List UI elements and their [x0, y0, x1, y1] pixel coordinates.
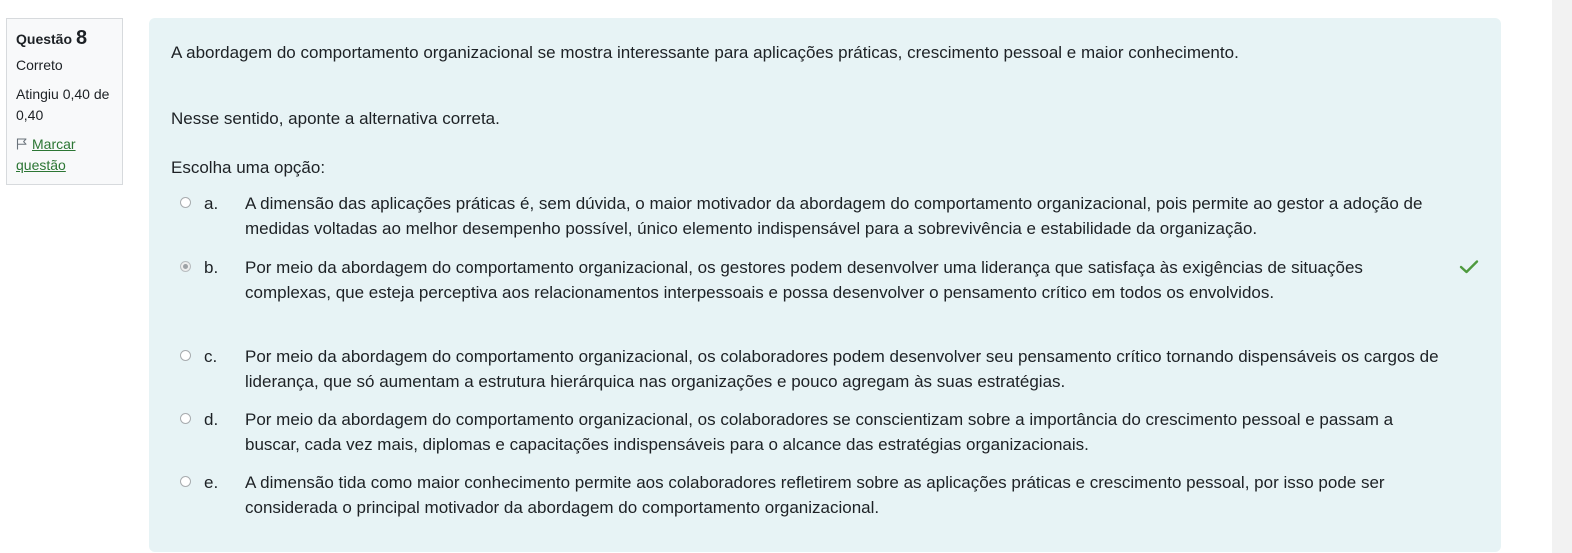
option-text: A dimensão tida como maior conhecimento permite aos colaboradores refletirem sobre as aplicações práticas e crescimento pessoal, por isso pode ser considerada o principal motivador da abordagem do comportamento organizacional.: [245, 473, 1385, 517]
page-scrollbar[interactable]: [1552, 0, 1572, 553]
option-letter: b.: [204, 258, 219, 277]
answer-option-a[interactable]: [180, 191, 1450, 241]
option-letter: a.: [204, 194, 219, 213]
answer-option-d[interactable]: [180, 407, 1450, 457]
option-letter: c.: [204, 347, 218, 366]
option-text: Por meio da abordagem do comportamento organizacional, os colaboradores se conscientizam sobre a importância do crescimento pessoal e passam a buscar, cada vez mais, diplomas e capacitações indispensáveis para o alcance das estratégias organizacionais.: [245, 410, 1394, 454]
option-letter: e.: [204, 473, 219, 492]
question-info-panel: [6, 18, 123, 185]
answer-option-c[interactable]: [180, 344, 1450, 394]
option-text: Por meio da abordagem do comportamento organizacional, os gestores podem desenvolver uma liderança que satisfaça às exigências de situações complexas, que esteja perceptiva aos relacionamentos interpessoais e possa desenvolver o pensamento crítico em todos os envolvidos.: [245, 258, 1363, 302]
answer-option-e[interactable]: [180, 470, 1450, 520]
flag-question-link[interactable]: [16, 134, 114, 176]
question-label: Questão: [16, 31, 73, 47]
question-content: [149, 18, 1501, 552]
radio-button[interactable]: [180, 350, 191, 361]
question-state: Correto: [16, 57, 63, 73]
answer-prompt: Escolha uma opção:: [171, 158, 326, 177]
question-text: A abordagem do comportamento organizacional se mostra interessante para aplicações práticas, crescimento pessoal e maior conhecimento.: [171, 43, 1239, 62]
option-letter: d.: [204, 410, 219, 429]
flag-icon: [16, 138, 28, 150]
option-text: A dimensão das aplicações práticas é, sem dúvida, o maior motivador da abordagem do comportamento organizacional, pois permite ao gestor a adoção de medidas voltadas ao melhor desempenho possível, único elemento indispensável para a sobrevivência e estabilidade da organização.: [245, 194, 1423, 238]
answer-option-b[interactable]: [180, 255, 1450, 305]
radio-button[interactable]: [180, 413, 191, 424]
question-instruction: Nesse sentido, aponte a alternativa correta.: [171, 109, 500, 128]
radio-button[interactable]: [180, 476, 191, 487]
question-number-value: 8: [76, 27, 88, 49]
radio-button[interactable]: [180, 197, 191, 208]
checkmark-icon: [1459, 259, 1479, 275]
question-grade: Atingiu 0,40 de 0,40: [16, 86, 110, 123]
flag-question-label[interactable]: Marcar questão: [16, 136, 76, 173]
question-number: [16, 27, 114, 50]
option-text: Por meio da abordagem do comportamento organizacional, os colaboradores podem desenvolver seu pensamento crítico tornando dispensáveis os cargos de liderança, que só aumentam a estrutura hierárquica nas organizações e pouco agregam às suas estratégias.: [245, 347, 1439, 391]
radio-button-selected[interactable]: [180, 261, 191, 272]
